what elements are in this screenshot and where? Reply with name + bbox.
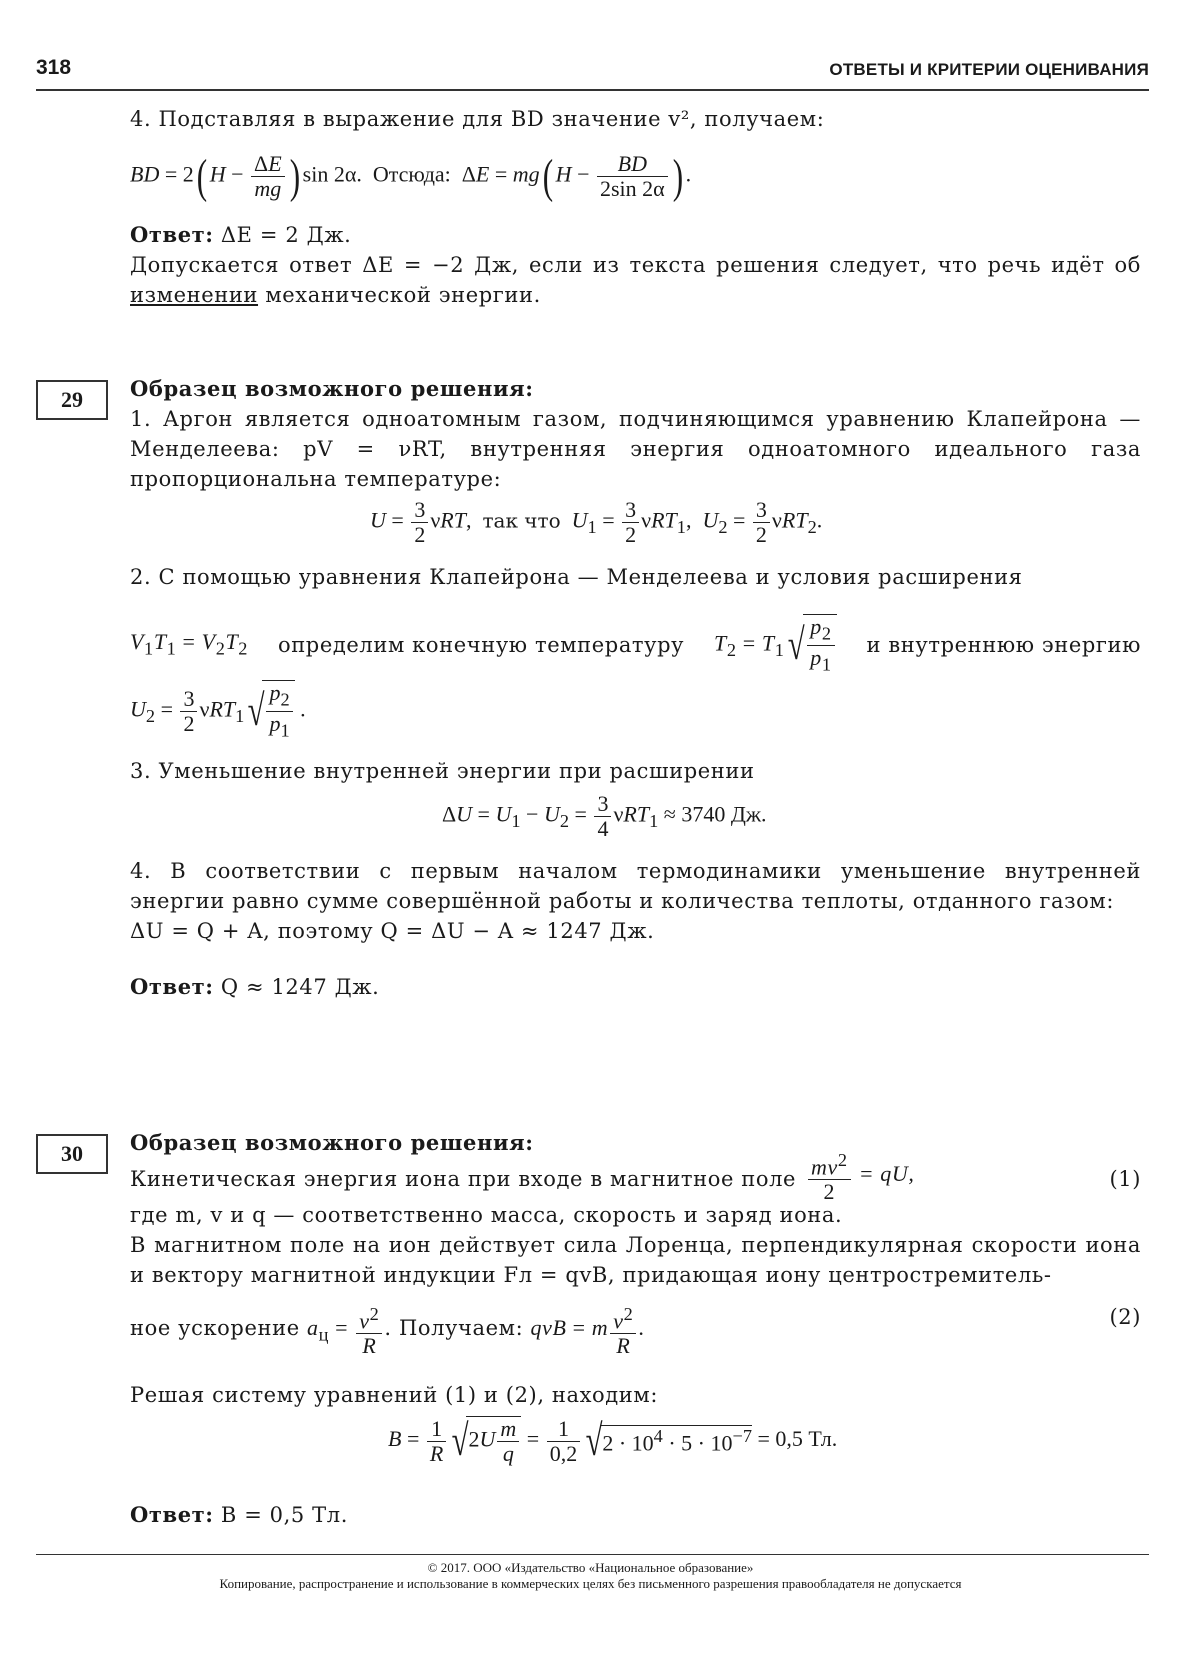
task29-answer <box>130 972 1141 1002</box>
task30-answer <box>130 1500 1141 1530</box>
line1-text: Кинетическая энергия иона при входе в магнитное поле <box>130 1167 797 1191</box>
task29-step4-formula: ΔU = Q + A, поэтому Q = ΔU − A ≈ 1247 Дж. <box>130 919 655 943</box>
formula-internal-energy: U = $\frac{3}{2}$ νRT, так что $U_1$ = $\frac{3}{2}$ νRT$_1$, $U_2$ = $\frac{3}{2}$ νRT$_2$. <box>370 497 823 547</box>
step2-b: определим конечную температуру <box>277 633 685 658</box>
task30-heading: Образец возможного решения: <box>130 1130 534 1155</box>
note-before: Допускается ответ ΔE = −2 Дж, если из текста решения следует, что речь идёт об <box>130 253 1141 277</box>
running-header: ОТВЕТЫ И КРИТЕРИИ ОЦЕНИВАНИЯ <box>829 60 1149 79</box>
footer-divider <box>36 1554 1149 1555</box>
task30-line1 <box>130 1148 1141 1205</box>
formula-b: B = $\frac{1}{R}$ √2U $\frac{m}{q}$ = $\frac{1}{0,2}$ $√2 \cdot 10^4 \cdot 5 \cdot 10^{-7} = 0,5$ Тл. <box>388 1415 838 1466</box>
formula-delta-u: $\Delta U = U_1 - U_2$ = $\frac{3}{4}$ νRT$_1$ ≈ 3740 Дж. <box>442 791 767 841</box>
task30-line5: Решая систему уравнений (1) и (2), находим: <box>130 1383 659 1407</box>
task28-note <box>130 250 1141 310</box>
task28-step4: 4. Подставляя в выражение для BD значение v², получаем: <box>130 107 825 131</box>
task29-step1: 1. Аргон является одноатомным газом, подчиняющимся уравнению Клапейрона — Менделеева: pV = νRT, внутренняя энергия одноатомного идеального газа пропорциональна температуре: <box>130 407 1141 491</box>
eq2-number: (2) <box>1109 1305 1141 1329</box>
answer-label: Ответ: <box>130 222 214 247</box>
task29-step4: 4. В соответствии с первым началом термодинамики уменьшение внутренней энергии равно сумме совершённой работы и количества теплоты, отданного газом: <box>130 859 1141 913</box>
formula-v1t1: $V_1T_1 = V_2T_2$ <box>130 629 249 659</box>
line4-a: ное ускорение <box>130 1316 300 1341</box>
answer-label: Ответ: <box>130 974 214 999</box>
task-number-box: 29 <box>36 380 108 420</box>
answer-value: B = 0,5 Тл. <box>220 1503 348 1527</box>
task29-step2-line <box>130 614 1141 677</box>
footer-copyright: © 2017. ООО «Издательство «Национальное образование» <box>427 1560 754 1575</box>
task29-step2a: 2. С помощью уравнения Клапейрона — Менделеева и условия расширения <box>130 565 1023 589</box>
answer-value: Q ≈ 1247 Дж. <box>220 975 380 999</box>
note-after: механической энергии. <box>265 283 541 307</box>
task30-line2: где m, v и q — соответственно масса, скорость и заряд иона. <box>130 1203 843 1227</box>
answer-value: ΔE = 2 Дж. <box>220 223 352 247</box>
footer-notice: Копирование, распространение и использование в коммерческих целях без письменного разрешения правообладателя не допускается <box>219 1576 962 1591</box>
formula3-result: ≈ 3740 Дж. <box>663 801 767 827</box>
line4-b: . Получаем: <box>384 1316 524 1341</box>
header-divider <box>36 89 1149 91</box>
note-underlined: изменении <box>130 283 259 307</box>
task29-heading: Образец возможного решения: <box>130 376 534 401</box>
eq1-rhs: = qU, <box>858 1161 915 1187</box>
formula-b-tail: = 0,5 Тл. <box>757 1426 838 1452</box>
answer-label: Ответ: <box>130 1502 214 1527</box>
task30-line3: В магнитном поле на ион действует сила Лоренца, перпендикулярная скорости иона и вектору магнитной индукции Fл = qvB, придающая иону центростремитель- <box>130 1233 1141 1287</box>
task30-line4: ное ускорение $a_ц$ = $\frac{v^2}{R}$ . Получаем: qvB = m $\frac{v^2}{R}$ . (2) <box>130 1304 1141 1359</box>
formula-bd: BD = 2( H − $\frac{\Delta E}{mg}$ ) sin 2α. Отсюда: ΔE = mg( H − $\frac{BD}{2\sin 2\alpha}$ ) . <box>130 149 692 203</box>
page-number: 318 <box>36 56 72 79</box>
formula-kinetic: $\frac{mv^2}{2}$ = qU, <box>806 1148 914 1204</box>
formula-t2: $T_2 = T_1√$ $\frac{p_2}{p_1}$ <box>714 614 837 677</box>
step2-c: и внутреннюю энергию <box>866 633 1141 658</box>
eq1-number: (1) <box>1109 1167 1141 1191</box>
task29-step3: 3. Уменьшение внутренней энергии при расширении <box>130 759 755 783</box>
formula-u2: $U_2$ = $\frac{3}{2}$ νRT$_1$√ $\frac{p_2}{p_1}$ . <box>130 680 306 741</box>
task-number-box: 30 <box>36 1134 108 1174</box>
task28-answer <box>130 220 1141 250</box>
formula1-mid: так что <box>482 508 561 533</box>
